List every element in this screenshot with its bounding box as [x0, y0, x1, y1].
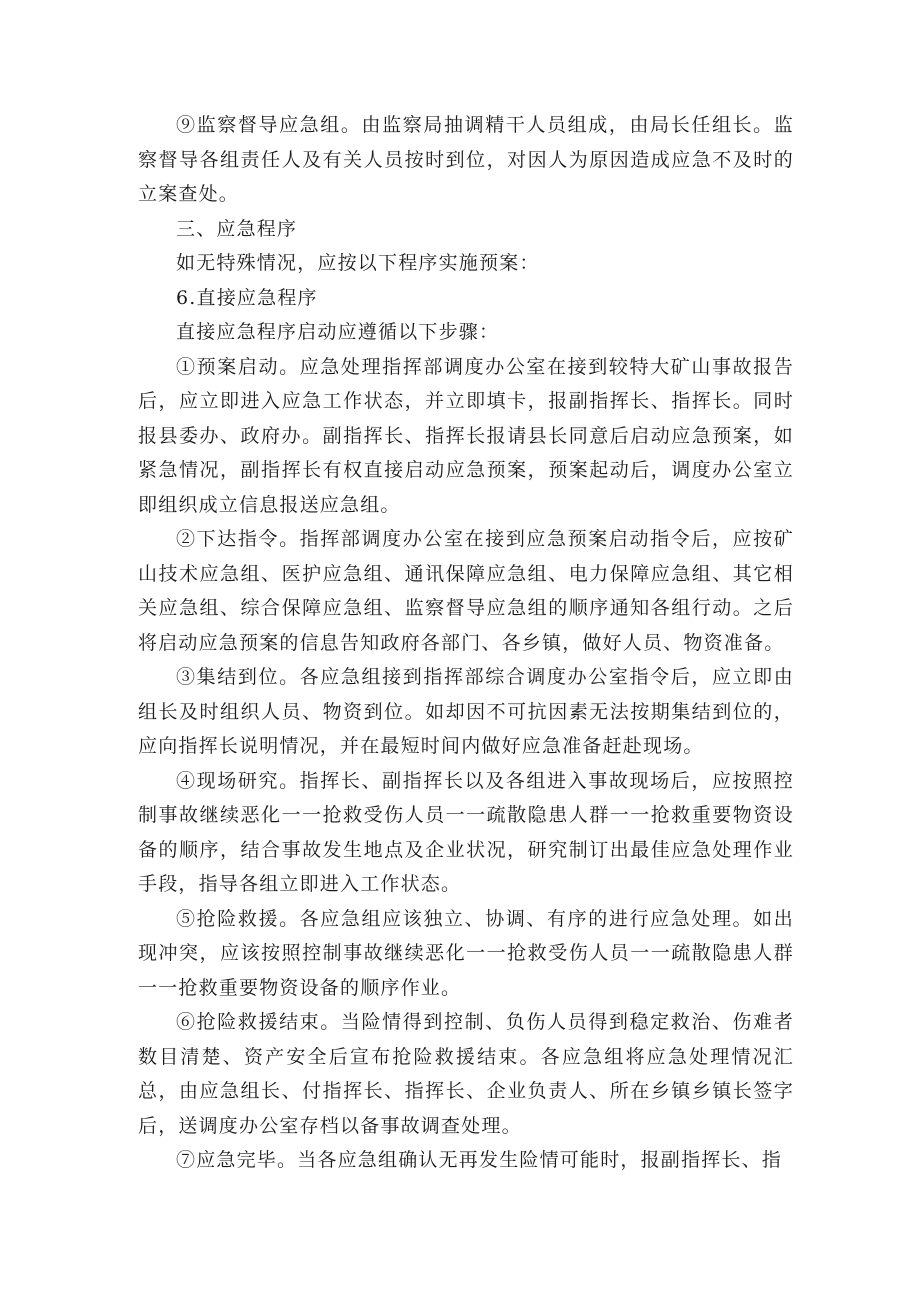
paragraph-step-2: ②下达指令。指挥部调度办公室在接到应急预案启动指令后，应按矿山技术应急组、医护应急组、通讯保障应急组、电力保障应急组、其它相关应急组、综合保障应急组、监察督导应急组的顺序通知各组行动。之后将启动应急预案的信息告知政府各部门、各乡镇，做好人员、物资准备。	[138, 528, 794, 654]
paragraph-step-3: ③集结到位。各应急组接到指挥部综合调度办公室指令后，应立即由组长及时组织人员、物资到位。如却因不可抗因素无法按期集结到位的，应向指挥长说明情况，并在最短时间内做好应急准备赶赴现场。	[138, 666, 794, 757]
paragraph-supervision-group: ⑨监察督导应急组。由监察局抽调精干人员组成，由局长任组长。监察督导各组责任人及有关人员按时到位，对因人为原因造成应急不及时的立案查处。	[138, 114, 794, 205]
section-heading-emergency-procedure: 三、应急程序	[176, 217, 298, 240]
paragraph-step-7: ⑦应急完毕。当各应急组确认无再发生险情可能时，报副指挥长、指	[176, 1149, 783, 1171]
paragraph-step-4: ④现场研究。指挥长、副指挥长以及各组进入事故现场后，应按照控制事故继续恶化一一抢救受伤人员一一疏散隐患人群一一抢救重要物资设备的顺序，结合事故发生地点及企业状况，研究制订出最佳应急处理作业手段，指导各组立即进入工作状态。	[138, 769, 794, 895]
paragraph-step-6: ⑥抢险救援结束。当险情得到控制、负伤人员得到稳定救治、伤难者数目清楚、资产安全后宣布抢险救援结束。各应急组将应急处理情况汇总，由应急组长、付指挥长、指挥长、企业负责人、所在乡镇乡镇长签字后，送调度办公室存档以备事故调查处理。	[138, 1011, 794, 1137]
paragraph-step-1: ①预案启动。应急处理指挥部调度办公室在接到较特大矿山事故报告后，应立即进入应急工作状态，并立即填卡，报副指挥长、指挥长。同时报县委办、政府办。副指挥长、指挥长报请县长同意后启动应急预案，如紧急情况，副指挥长有权直接启动应急预案，预案起动后，调度办公室立即组织成立信息报送应急组。	[138, 355, 794, 516]
subsection-heading-direct-procedure: 6.直接应急程序	[176, 286, 318, 309]
paragraph-step-5: ⑤抢险救援。各应急组应该独立、协调、有序的进行应急处理。如出现冲突，应该按照控制事故继续恶化一一抢救受伤人员一一疏散隐患人群一一抢救重要物资设备的顺序作业。	[138, 907, 794, 999]
paragraph-intro: 如无特殊情况，应按以下程序实施预案：	[176, 252, 540, 274]
document-body	[138, 108, 794, 1178]
paragraph-steps-intro: 直接应急程序启动应遵循以下步骤：	[176, 321, 500, 343]
